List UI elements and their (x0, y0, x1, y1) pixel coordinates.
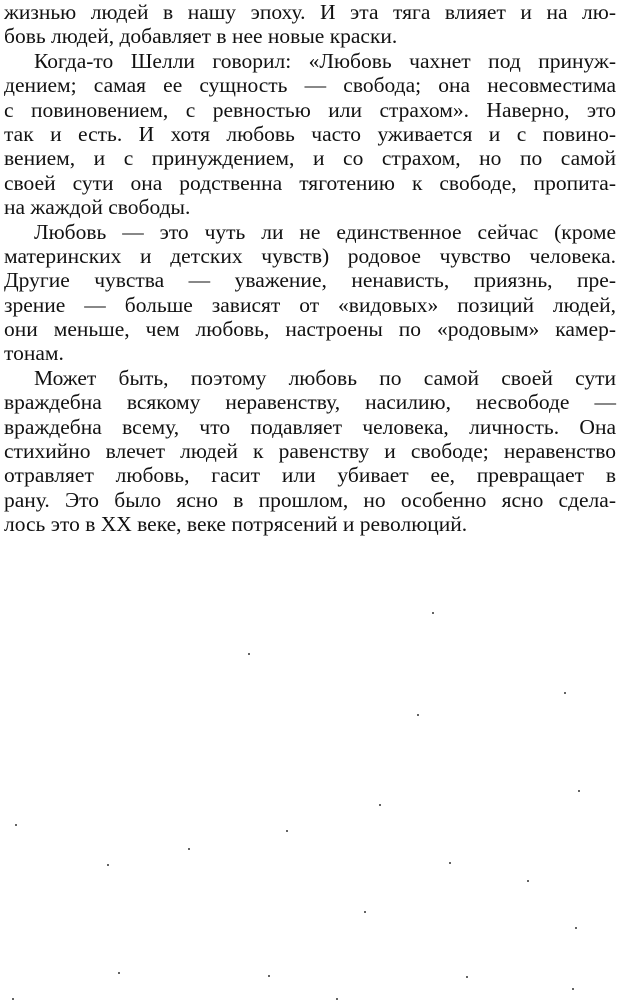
text-line: лось это в XX веке, веке потрясений и революций. (4, 512, 468, 537)
scan-speck (12, 998, 14, 1000)
scan-speck (107, 864, 109, 866)
scan-speck (286, 830, 288, 832)
text-line: бовь людей, добавляет в нее новые краски. (4, 24, 398, 49)
scan-speck (188, 848, 190, 850)
text-line: враждебна всякому неравенству, насилию, несвободе — (4, 390, 616, 415)
scan-speck (449, 862, 451, 864)
paragraph-3 (4, 220, 616, 366)
text-line: Любовь — это чуть ли не единственное сейчас (кроме (34, 219, 616, 244)
text-line: жизнью людей в нашу эпоху. И эта тяга влияет и на лю- (4, 0, 616, 24)
text-line: они меньше, чем любовь, настроены по «родовым» камер- (4, 317, 616, 342)
scan-speck (466, 976, 468, 978)
text-line: вением, и с принуждением, и со страхом, но по самой (4, 146, 616, 171)
scan-speck (417, 714, 419, 716)
scan-speck (118, 972, 120, 974)
text-line: материнских и детских чувств) родовое чувство человека. (4, 243, 616, 268)
paragraph-1 (4, 0, 616, 49)
scan-speck (248, 653, 250, 655)
text-line: тонам. (4, 341, 64, 366)
text-line: на жаждой свободы. (4, 195, 191, 220)
scan-speck (379, 804, 381, 806)
text-line: так и есть. И хотя любовь часто уживается и с повино- (4, 121, 616, 146)
text-line: отравляет любовь, гасит или убивает ее, превращает в (4, 463, 616, 488)
scan-speck (364, 911, 366, 913)
scan-speck (572, 988, 574, 990)
text-line: Когда-то Шелли говорил: «Любовь чахнет под принуж- (34, 48, 616, 73)
scan-speck (527, 880, 529, 882)
text-line: зрение — больше зависят от «видовых» позиций людей, (4, 292, 616, 317)
text-line: Другие чувства — уважение, ненависть, приязнь, пре- (4, 268, 616, 293)
body-text (4, 0, 616, 537)
scan-speck (336, 998, 338, 1000)
scan-speck (578, 790, 580, 792)
scan-speck (575, 927, 577, 929)
scan-speck (564, 692, 566, 694)
text-line: с повиновением, с ревностью или страхом». Наверно, это (4, 97, 616, 122)
text-line: своей сути она родственна тяготению к свободе, пропита- (4, 170, 616, 195)
scan-speck (432, 612, 434, 614)
text-line: стихийно влечет людей к равенству и свободе; неравенство (4, 439, 616, 464)
text-line: рану. Это было ясно в прошлом, но особенно ясно сдела- (4, 487, 616, 512)
text-line: дением; самая ее сущность — свобода; она несовместима (4, 73, 616, 98)
scan-speck (15, 824, 17, 826)
text-line: враждебна всему, что подавляет человека, личность. Она (4, 414, 616, 439)
text-line: Может быть, поэтому любовь по самой своей сути (34, 365, 616, 390)
paragraph-2 (4, 49, 616, 220)
scan-speck (268, 975, 270, 977)
paragraph-4 (4, 366, 616, 537)
